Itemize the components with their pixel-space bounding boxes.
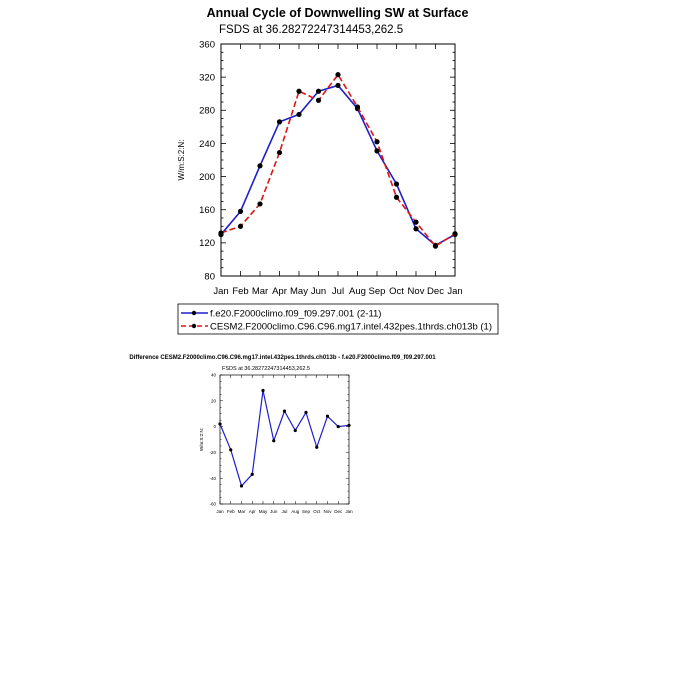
diff-x-tick-label: Jul — [281, 509, 288, 514]
main-x-tick-label: Nov — [407, 286, 425, 297]
diff-y-axis-label: W/m:S:2:N: — [199, 427, 204, 452]
main-y-axis-label: W/m:S:2:N: — [177, 139, 186, 181]
main-y-tick-label: 120 — [199, 238, 215, 250]
diff-series-1-point — [229, 448, 232, 451]
diff-y-tick-label: 40 — [210, 372, 216, 378]
diff-x-tick-label: Feb — [226, 509, 235, 514]
diff-series-1-point — [261, 389, 264, 392]
main-y-tick-label: 240 — [199, 138, 215, 150]
legend-entry-1: f.e20.F2000climo.f09_f09.297.001 (2-11) — [210, 308, 382, 320]
difference-chart-subtitle: FSDS at 36.28272247314453,262.5 — [222, 366, 311, 372]
main-chart-subtitle: FSDS at 36.28272247314453,262.5 — [219, 24, 404, 36]
main-y-tick-label: 80 — [204, 271, 215, 283]
main-x-tick-label: Sep — [368, 286, 386, 297]
main-x-tick-label: Apr — [272, 286, 287, 297]
diff-series-1-point — [347, 424, 350, 427]
main-y-tick-label: 200 — [199, 171, 215, 183]
diff-y-tick-label: 0 — [213, 424, 216, 430]
main-x-tick-label: Jul — [331, 286, 345, 297]
diff-x-tick-label: May — [258, 509, 268, 514]
diff-x-tick-label: Apr — [248, 509, 256, 514]
diff-x-tick-label: Sep — [301, 509, 311, 514]
diff-y-tick-label: -40 — [209, 475, 216, 481]
diff-series-1-point — [304, 411, 307, 414]
main-chart-title: Annual Cycle of Downwelling SW at Surface — [206, 6, 469, 20]
diff-y-tick-label: -20 — [209, 449, 216, 455]
diff-series-1-point — [283, 410, 286, 413]
diff-x-tick-label: Jan — [216, 509, 224, 514]
diff-series-1-point — [326, 415, 329, 418]
main-y-tick-label: 320 — [199, 72, 215, 84]
diff-series-1-point — [294, 429, 297, 432]
diff-x-tick-label: Oct — [313, 509, 321, 514]
diff-series-1-point — [315, 446, 318, 449]
diff-y-tick-label: -60 — [209, 501, 216, 507]
diff-x-tick-label: Dec — [334, 509, 343, 514]
difference-chart-title: Difference CESM2.F2000climo.C96.C96.mg17.intel.432pes.1thrds.ch013b - f.e20.F2000climo.f09_f09.297.001 — [129, 355, 436, 361]
diff-x-tick-label: Mar — [237, 509, 246, 514]
main-x-tick-label: Oct — [389, 286, 404, 297]
diff-series-1-point — [240, 484, 243, 487]
diff-series-1-point — [337, 425, 340, 428]
main-x-tick-label: Jan — [447, 286, 463, 297]
diff-series-1-point — [251, 473, 254, 476]
main-x-tick-label: Jun — [310, 286, 327, 297]
diff-plot-frame — [220, 375, 349, 504]
diff-y-tick-label: 20 — [210, 398, 216, 404]
diff-x-tick-label: Jun — [270, 509, 278, 514]
main-x-tick-label: May — [290, 286, 308, 297]
diff-x-tick-label: Aug — [291, 509, 300, 514]
main-y-tick-label: 160 — [199, 205, 215, 217]
main-y-tick-label: 360 — [199, 39, 215, 51]
legend-entry-2: CESM2.F2000climo.C96.C96.mg17.intel.432pes.1thrds.ch013b (1) — [210, 321, 492, 333]
main-x-tick-label: Dec — [427, 286, 444, 297]
main-x-tick-label: Aug — [349, 286, 366, 297]
main-x-tick-label: Feb — [232, 286, 249, 297]
main-x-tick-label: Mar — [251, 286, 269, 297]
main-x-tick-label: Jan — [213, 286, 229, 297]
diff-series-1-line — [220, 390, 349, 485]
diff-series-1-point — [218, 422, 221, 425]
diff-x-tick-label: Jan — [345, 509, 353, 514]
diff-x-tick-label: Nov — [323, 509, 332, 514]
main-y-tick-label: 280 — [199, 105, 215, 117]
diff-series-1-point — [272, 439, 275, 442]
